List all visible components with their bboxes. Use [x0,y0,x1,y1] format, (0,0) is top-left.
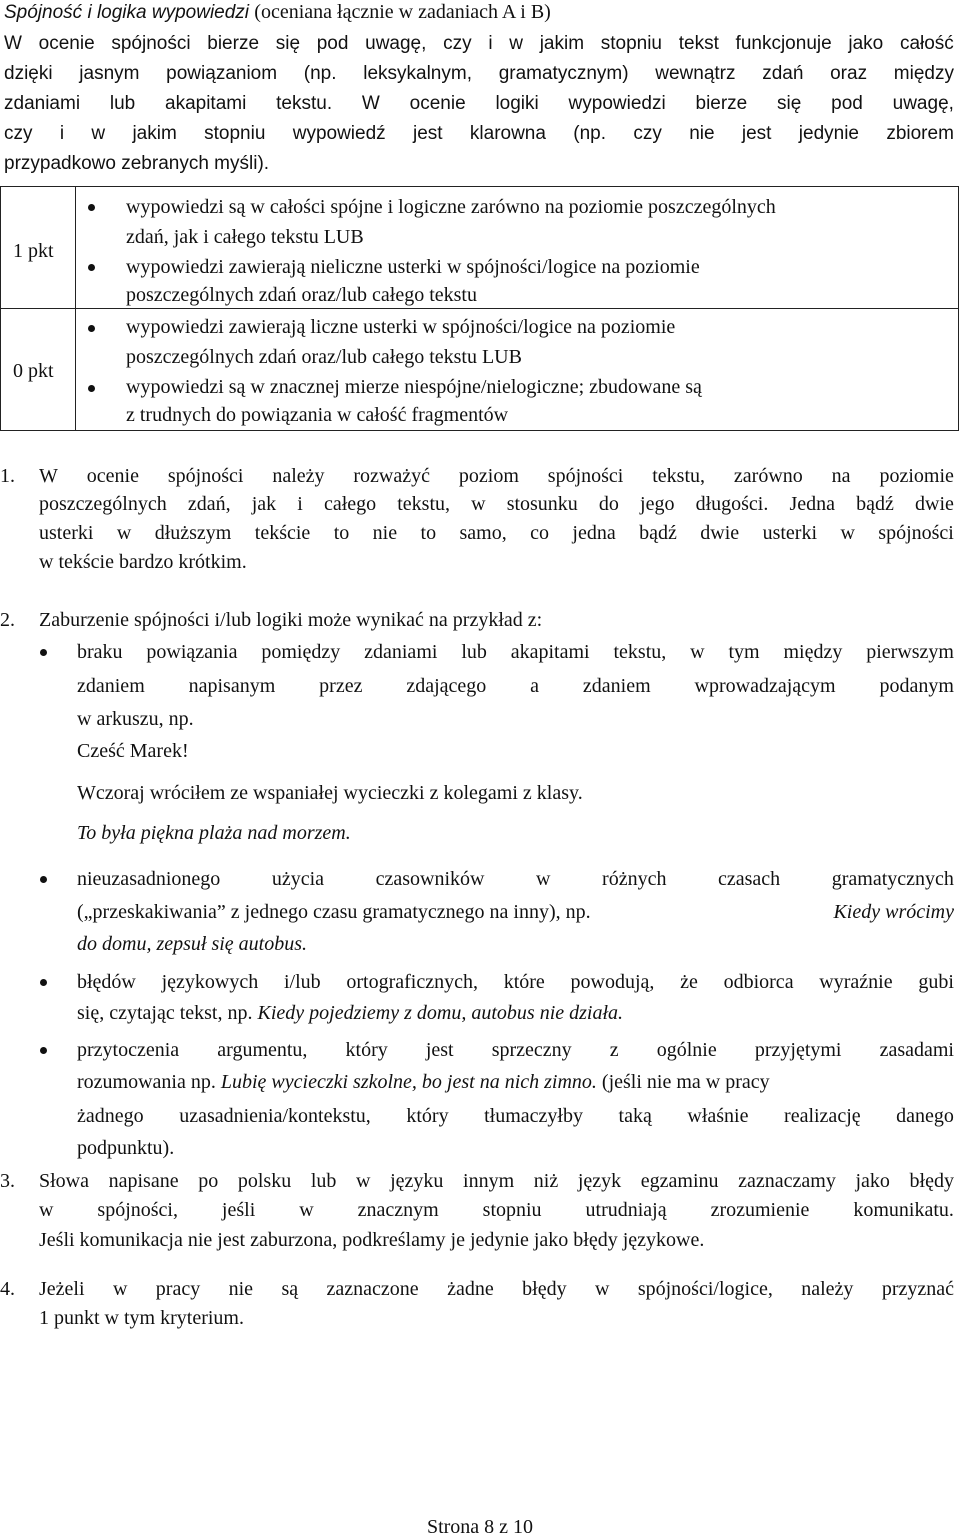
word: powiązania [146,641,238,663]
bullet-icon [88,204,95,211]
word: się [275,33,301,54]
criteria-line: wypowiedzi są w całości spójne i logiczne zarówno na poziomie poszczególnych [126,196,776,218]
word: jakim [132,123,177,144]
word: w [91,123,106,144]
example-line: To była piękna plaża nad morzem. [77,822,351,844]
word: bądź [639,522,677,544]
word: to [420,522,437,544]
word: w [509,33,523,54]
note-text: (jeśli nie ma w pracy [601,1071,770,1093]
word: logiki [495,93,539,114]
word: pierwszym [866,641,954,663]
word: czy [443,33,472,54]
word: różnych [602,868,667,890]
word: zdaniem [582,675,651,697]
word: między [893,63,954,84]
word: lub [109,93,136,114]
rubric-row [1,309,959,431]
word: wyraźnie [819,971,893,993]
word: jakim [539,33,585,54]
note-example: Kiedy pojedziemy z domu, autobus nie działa. [257,1002,624,1024]
word: wprowadzającym [694,675,836,697]
word: spójności [878,522,954,544]
note-line [77,640,954,664]
word: czy [4,123,33,144]
word: nieuzasadnionego [77,868,221,890]
word: a [530,675,540,697]
note-line [77,867,954,891]
word: który [406,1105,449,1127]
word: i [488,33,493,54]
word: i [297,493,303,515]
word: powiązaniom [166,63,278,84]
note-line [77,674,954,698]
bullet-icon [88,325,95,332]
word: co [530,522,549,544]
word: wewnątrz [655,63,736,84]
word: poszczególnych [39,493,167,515]
criteria-line: poszczególnych zdań oraz/lub całego tekstu LUB [126,346,522,368]
note-line [39,1277,954,1301]
word: bądź [856,493,894,515]
word: są [281,1278,299,1300]
word: jako [848,33,884,54]
word: spójności [547,465,624,487]
word: tekstu, [397,493,451,515]
word: Jedna [789,493,836,515]
word: i/lub [283,971,321,993]
word: dłuższym [154,522,232,544]
word: czy [633,123,662,144]
note-line [77,970,954,994]
note-line: 1 punkt w tym kryterium. [39,1307,244,1329]
word: nie [372,522,398,544]
intro-line [4,122,954,146]
note-number: 3. [0,1170,15,1192]
word: jedynie [798,123,859,144]
word: stopniu [600,33,663,54]
word: że [680,971,698,993]
word: powodują, [570,971,655,993]
word: funkcjonuje [735,33,832,54]
word: pod [316,33,349,54]
word: samo, [459,522,507,544]
word: tłumaczyłby [484,1105,583,1127]
criteria-line: poszczególnych zdań oraz/lub całego tekstu [126,284,477,306]
word: Jeżeli [39,1278,85,1300]
word: w [299,1199,314,1221]
note-line [77,900,954,924]
word: z [609,1039,619,1061]
word: argumentu, [217,1039,308,1061]
word: języku [390,1170,444,1192]
note-line: w tekście bardzo krótkim. [39,551,247,573]
word: przytoczenia [77,1039,180,1061]
word: napisanym [188,675,276,697]
word: jest [741,123,772,144]
word: bierze [207,33,260,54]
word: uwagę, [365,33,427,54]
criteria-cell [76,187,959,309]
word: błędy [522,1278,567,1300]
word: rozważyć [353,465,431,487]
word: usterki [39,522,94,544]
bullet-icon [88,385,95,392]
note-line [39,492,954,516]
word: sprzeczny [491,1039,572,1061]
intro-line [4,92,954,116]
word: pomiędzy [261,641,341,663]
word: stopniu [482,1199,542,1221]
word: językowych [161,971,259,993]
word: spójności/logice, [637,1278,773,1300]
note-text: się, czytając tekst, np. [77,1002,253,1024]
word: zdaniami [4,93,81,114]
intro-line [4,62,954,86]
word: czasach [718,868,781,890]
word: należy [801,1278,854,1300]
word: komunikatu. [853,1199,954,1221]
word: i [59,123,65,144]
criteria-line: wypowiedzi zawierają nieliczne usterki w spójności/logice na poziomie [126,256,700,278]
word: zdań [762,63,804,84]
criteria-line: zdań, jak i całego tekstu LUB [126,226,364,248]
word: braku [77,641,123,663]
note-line [39,521,954,545]
points-label: 0 pkt [13,360,54,382]
word: ocenie [38,33,95,54]
word: czasowników [375,868,485,890]
word: oraz [830,63,868,84]
word: tekstu, [652,465,706,487]
note-line: podpunktu). [77,1137,175,1159]
word: znacznym [357,1199,439,1221]
word: poziom [458,465,519,487]
note-number: 4. [0,1278,15,1300]
word: poziomie [879,465,954,487]
word: zdaniem [77,675,145,697]
note-text: („przeskakiwania” z jednego czasu gramatycznego na inny), np. [77,901,591,923]
word: W [4,33,22,54]
word: taką [618,1105,652,1127]
bullet-icon [40,1047,47,1054]
points-label: 1 pkt [13,240,54,262]
word: podanym [879,675,954,697]
heading-subtitle: (oceniana łącznie w zadaniach A i B) [254,1,551,23]
criteria-line: wypowiedzi zawierają liczne usterki w spójności/logice na poziomie [126,316,676,338]
word: ocenie [409,93,466,114]
word: (np. [573,123,607,144]
word: danego [896,1105,954,1127]
word: zdającego [406,675,487,697]
heading-title: Spójność i logika wypowiedzi [4,2,250,23]
word: przyznać [881,1278,954,1300]
note-text: rozumowania np. [77,1071,216,1093]
word: zarówno [733,465,803,487]
word: ocenie [86,465,139,487]
word: gubi [918,971,954,993]
word: leksykalnym, [363,63,472,84]
word: W [361,93,380,114]
word: dwie [700,522,740,544]
word: akapitami [510,641,590,663]
word: jasnym [79,63,140,84]
word: w [536,868,551,890]
word: zaznaczone [326,1278,419,1300]
word: realizację [784,1105,861,1127]
word: klarowna [469,123,546,144]
note-number: 2. [0,609,15,631]
word: stopniu [204,123,266,144]
word: innym [463,1170,515,1192]
word: zbiorem [886,123,954,144]
note-line: Jeśli komunikacja nie jest zaburzona, podkreślamy je jedynie jako błędy językowe. [39,1229,705,1251]
word: żadnego [77,1105,144,1127]
word: w [690,641,705,663]
word: spójności [167,465,244,487]
word: gramatycznym) [498,63,629,84]
word: nie [689,123,715,144]
note-line [39,1169,954,1193]
word: na [831,465,851,487]
word: bierze [695,93,748,114]
word: całego [323,493,377,515]
word: właśnie [687,1105,749,1127]
bullet-icon [88,264,95,271]
word: zasadami [879,1039,954,1061]
section-heading [4,0,551,25]
criteria-line: z trudnych do powiązania w całość fragmentów [126,404,509,426]
word: ogólnie [656,1039,717,1061]
note-line [39,464,954,488]
word: jego [640,493,675,515]
note-line: w arkuszu, np. [77,708,194,730]
word: napisane [108,1170,179,1192]
word: zdań, [187,493,231,515]
word: dzięki [4,63,53,84]
note-line [39,1198,954,1222]
word: w [471,493,486,515]
note-intro: Zaburzenie spójności i/lub logiki może wynikać na przykład z: [39,609,543,631]
word: należy [272,465,325,487]
intro-line: przypadkowo zebranych myśli). [4,153,270,174]
bullet-icon [40,979,47,986]
word: zrozumienie [710,1199,810,1221]
word: tekst [678,33,719,54]
word: odbiorca [723,971,794,993]
word: jest [425,1039,454,1061]
bullet-icon [40,876,47,883]
word: wypowiedź [292,123,386,144]
word: jeśli [221,1199,256,1221]
word: W [39,465,58,487]
word: egzaminu [640,1170,719,1192]
word: stosunku [506,493,578,515]
word: wypowiedzi [568,93,666,114]
example-line: Wczoraj wróciłem ze wspaniałej wycieczki z kolegami z klasy. [77,782,583,804]
word: tekście [254,522,311,544]
word: w [594,1278,610,1300]
bullet-icon [40,649,47,656]
word: przyjętymi [754,1039,842,1061]
word: akapitami [165,93,247,114]
word: lub [461,641,487,663]
word: w [356,1170,371,1192]
word: tekstu. [276,93,333,114]
intro-line [4,32,954,56]
word: do [598,493,619,515]
criteria-cell [76,309,959,431]
word: polsku [237,1170,292,1192]
note-line [77,1001,623,1025]
word: w [39,1199,54,1221]
word: w [112,1278,128,1300]
note-example: Lubię wycieczki szkolne, bo jest na nich zimno. [220,1071,597,1093]
word: ortograficznych, [346,971,478,993]
points-cell [1,309,76,431]
word: które [503,971,545,993]
note-example: do domu, zepsuł się autobus. [77,933,307,955]
word: w [116,522,132,544]
points-cell [1,187,76,309]
word: spójności, [97,1199,178,1221]
page-number: Strona 8 z 10 [426,1516,534,1538]
word: jest [413,123,443,144]
note-example: Kiedy wrócimy [833,901,954,923]
word: pracy [155,1278,201,1300]
word: tym [728,641,760,663]
word: Słowa [39,1170,89,1192]
word: uzasadnienia/kontekstu, [179,1105,371,1127]
word: zaznaczamy [738,1170,836,1192]
word: jedna [572,522,616,544]
word: tekstu, [613,641,667,663]
word: (np. [303,63,337,84]
note-line [77,1104,954,1128]
word: użycia [271,868,325,890]
rubric-row [1,187,959,309]
word: dwie [915,493,954,515]
word: żadne [447,1278,494,1300]
word: pod [831,93,863,114]
word: utrudniają [585,1199,667,1221]
word: całość [899,33,954,54]
word: uwagę, [892,93,954,114]
note-number: 1. [0,465,15,487]
word: błędy [909,1170,954,1192]
word: się [777,93,802,114]
word: między [783,641,843,663]
word: nie [228,1278,254,1300]
word: niż [533,1170,559,1192]
example-line: Cześć Marek! [77,740,189,762]
word: po [198,1170,219,1192]
word: spójności [111,33,191,54]
word: błędów [77,971,136,993]
word: usterki [762,522,818,544]
word: który [345,1039,388,1061]
word: przez [319,675,363,697]
note-line [77,1038,954,1062]
word: długości. [695,493,769,515]
word: lub [310,1170,337,1192]
word: język [577,1170,622,1192]
word: gramatycznych [831,868,954,890]
rubric-table [0,186,959,431]
word: to [333,522,350,544]
word: jako [855,1170,890,1192]
note-line [77,1070,770,1094]
criteria-line: wypowiedzi są w znacznej mierze niespójne/nielogiczne; zbudowane są [126,376,702,398]
word: zdaniami [364,641,438,663]
word: w [840,522,855,544]
word: jak [251,493,277,515]
